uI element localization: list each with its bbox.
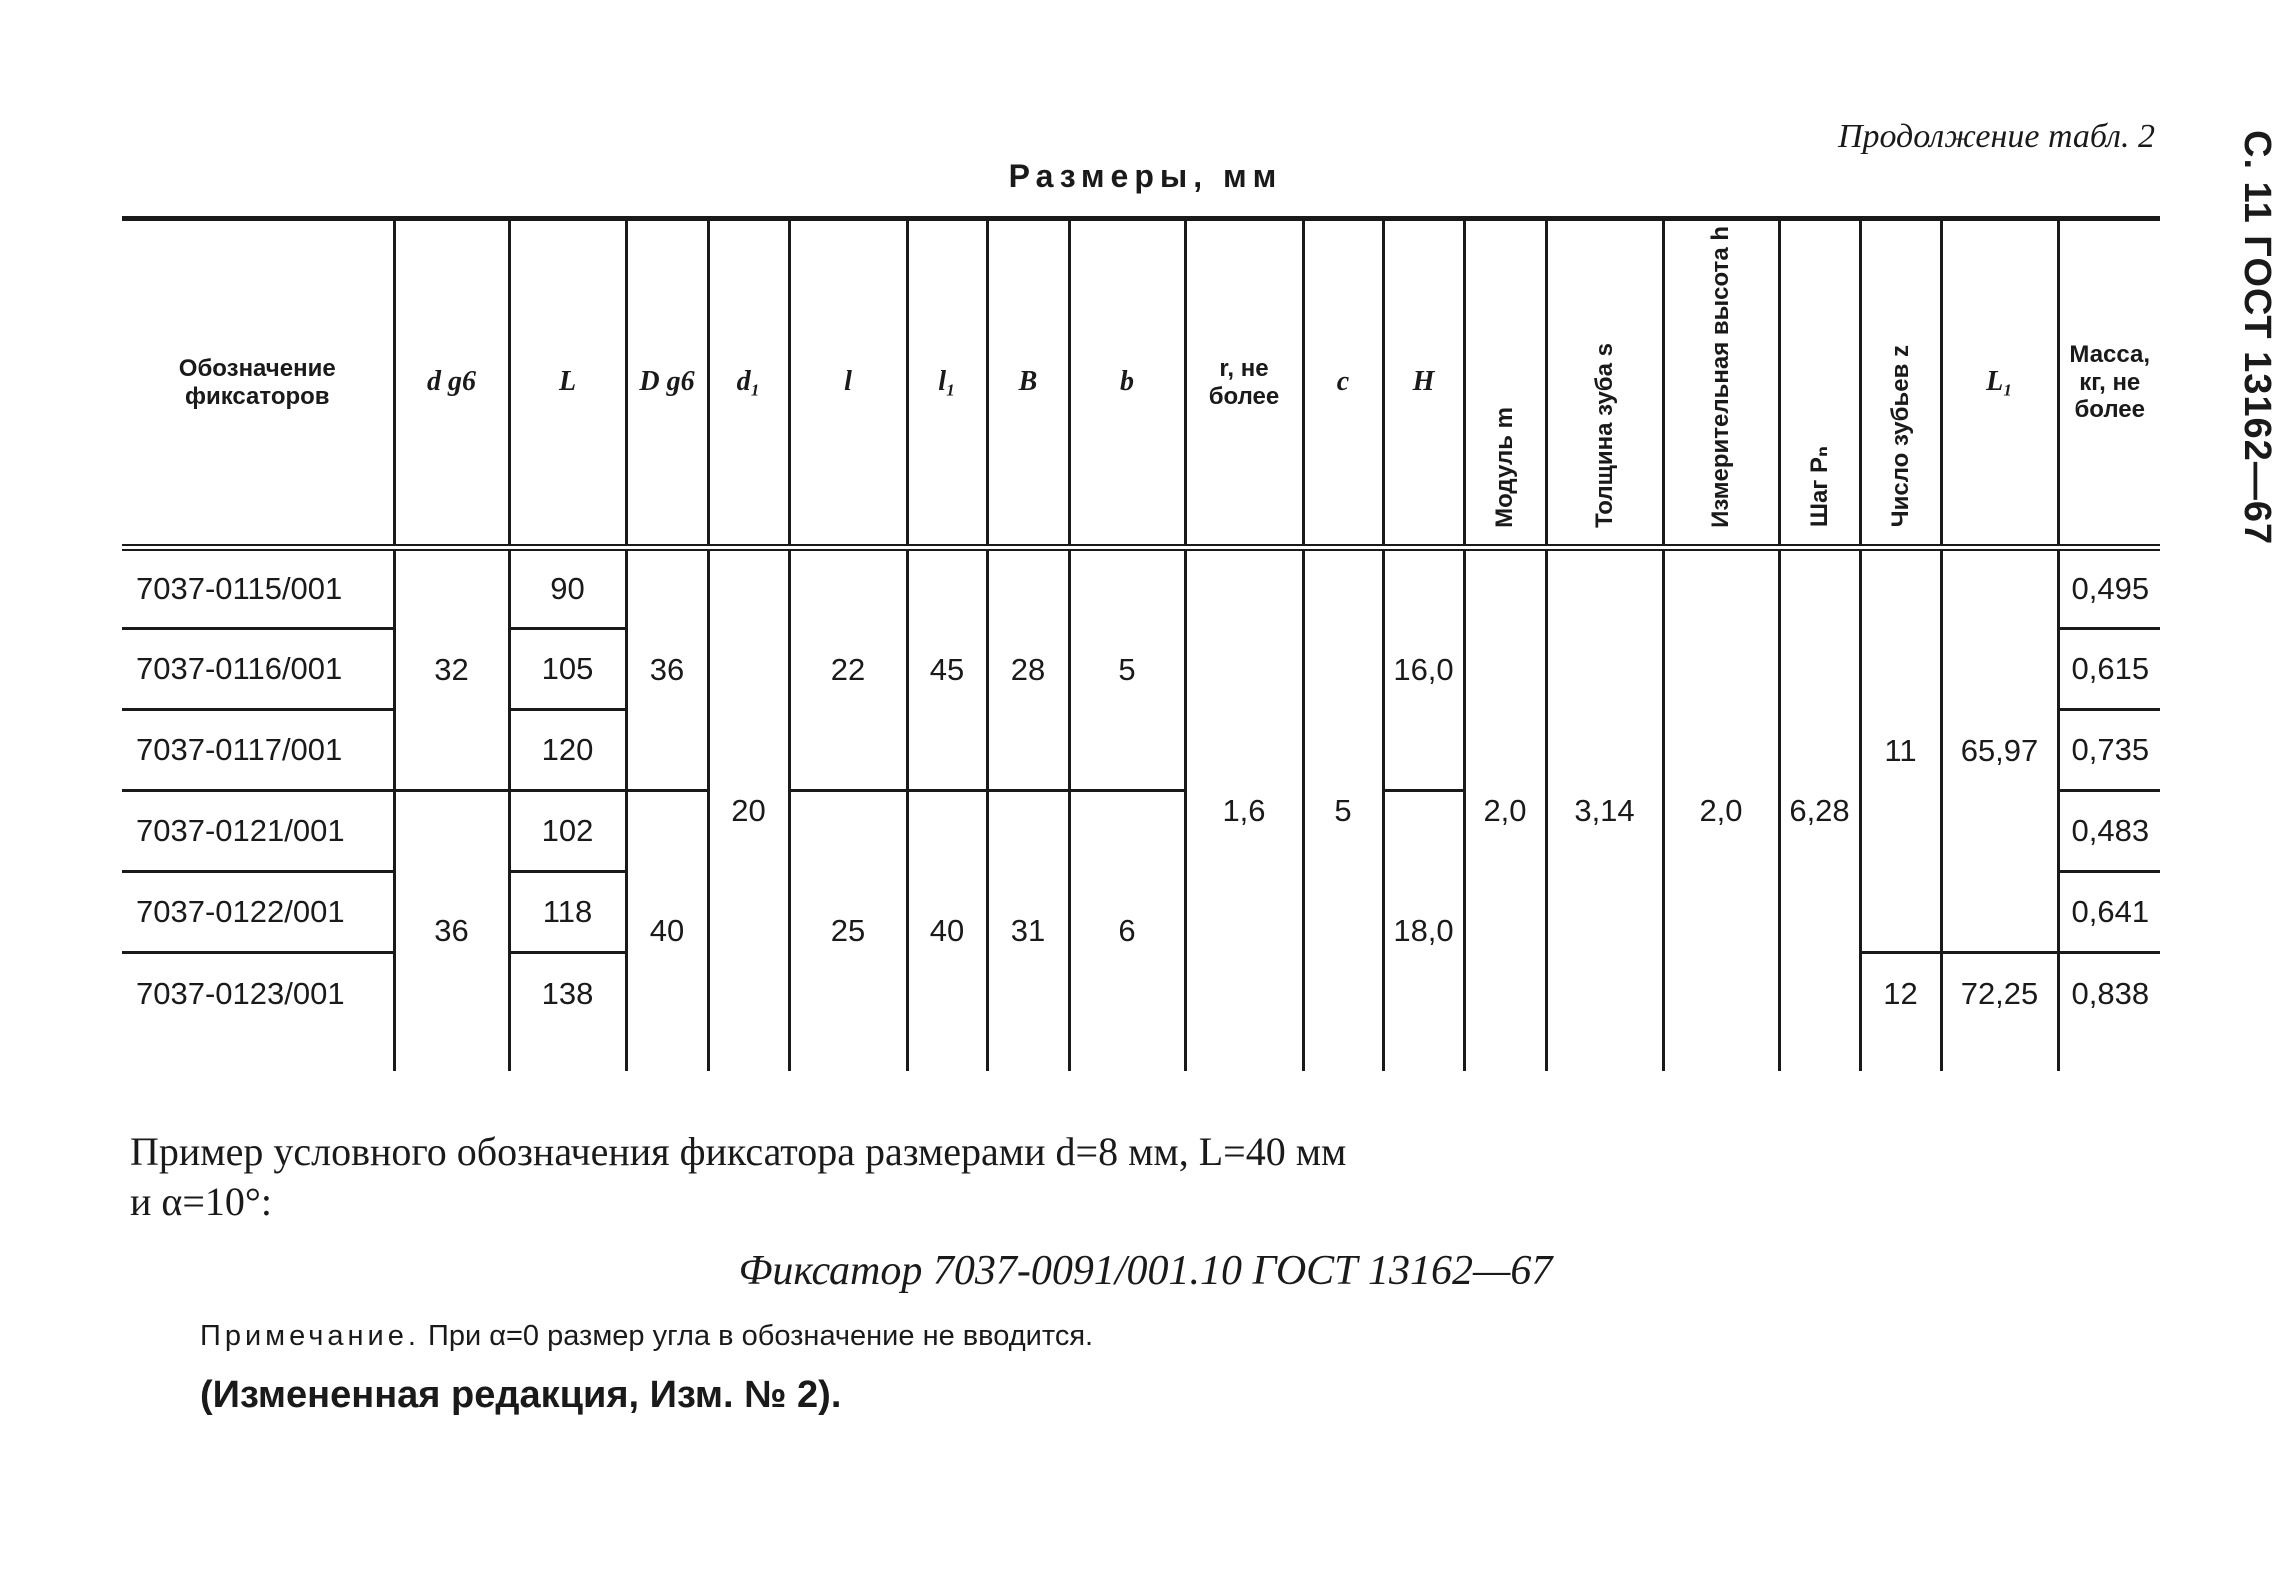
table-continuation-label: Продолжение табл. 2 (1837, 118, 2155, 155)
cell-designation: 7037-0116/001 (122, 629, 394, 710)
header-l: l (789, 219, 907, 548)
table-row (122, 548, 2160, 629)
cell-mass: 0,495 (2058, 548, 2160, 629)
cell-l: 25 (789, 791, 907, 1071)
header-D: D g6 (626, 219, 708, 548)
cell-H: 16,0 (1383, 548, 1464, 791)
cell-L: 118 (509, 872, 626, 953)
page-side-header: С. 11 ГОСТ 13162—67 (2236, 130, 2278, 546)
cell-H: 18,0 (1383, 791, 1464, 1071)
table-units-title: Размеры, мм (1008, 158, 1283, 194)
cell-L: 105 (509, 629, 626, 710)
cell-L: 90 (509, 548, 626, 629)
cell-teeth-count: 11 (1860, 548, 1941, 953)
note-text: При α=0 размер угла в обозначение не вводится. (427, 1320, 1094, 1352)
cell-l1: 45 (907, 548, 987, 791)
header-d1: d₁ (708, 219, 789, 548)
fixators-dimensions-table (122, 216, 2160, 1071)
example-designation-continuation: и α=10°: (130, 1179, 273, 1224)
cell-l1: 40 (907, 791, 987, 1071)
revision-note: (Измененная редакция, Изм. № 2). (200, 1374, 842, 1416)
cell-B: 28 (987, 548, 1069, 791)
cell-D: 40 (626, 791, 708, 1071)
cell-designation: 7037-0122/001 (122, 872, 394, 953)
cell-L: 138 (509, 953, 626, 1071)
cell-mass: 0,735 (2058, 710, 2160, 791)
cell-L: 120 (509, 710, 626, 791)
cell-designation: 7037-0115/001 (122, 548, 394, 629)
cell-L1: 72,25 (1941, 953, 2058, 1071)
header-B: B (987, 219, 1069, 548)
header-l1: l₁ (907, 219, 987, 548)
header-L: L (509, 219, 626, 548)
header-designation: Обозначение фиксаторов (122, 219, 394, 548)
cell-mass: 0,615 (2058, 629, 2160, 710)
cell-pitch: 6,28 (1779, 548, 1860, 1071)
cell-mass: 0,483 (2058, 791, 2160, 872)
header-pitch: Шаг Pₙ (1779, 219, 1860, 548)
header-c: c (1303, 219, 1383, 548)
header-b: b (1069, 219, 1185, 548)
cell-d: 32 (394, 548, 509, 791)
cell-mass: 0,641 (2058, 872, 2160, 953)
header-tooth-thickness: Толщина зуба s (1546, 219, 1663, 548)
header-mass: Масса, кг, не более (2058, 219, 2160, 548)
cell-designation: 7037-0117/001 (122, 710, 394, 791)
header-d: d g6 (394, 219, 509, 548)
cell-l: 22 (789, 548, 907, 791)
cell-L1: 65,97 (1941, 548, 2058, 953)
cell-b: 5 (1069, 548, 1185, 791)
header-teeth-count: Число зубьев z (1860, 219, 1941, 548)
note-paragraph (200, 1320, 1093, 1353)
cell-r: 1,6 (1185, 548, 1303, 1071)
example-designation-code: Фиксатор 7037-0091/001.10 ГОСТ 13162—67 (738, 1248, 1553, 1294)
cell-c: 5 (1303, 548, 1383, 1071)
header-measuring-height: Измерительная высота h (1663, 219, 1779, 548)
cell-D: 36 (626, 548, 708, 791)
cell-tooth-thickness: 3,14 (1546, 548, 1663, 1071)
cell-d: 36 (394, 791, 509, 1071)
table-header-row (122, 219, 2160, 548)
cell-b: 6 (1069, 791, 1185, 1071)
header-L1: L₁ (1941, 219, 2058, 548)
header-r: r, не более (1185, 219, 1303, 548)
header-H: H (1383, 219, 1464, 548)
cell-d1: 20 (708, 548, 789, 1071)
cell-mass: 0,838 (2058, 953, 2160, 1071)
cell-teeth-count: 12 (1860, 953, 1941, 1071)
example-designation-text: Пример условного обозначения фиксатора размерами d=8 мм, L=40 мм (130, 1129, 1347, 1174)
cell-module: 2,0 (1464, 548, 1546, 1071)
header-module: Модуль m (1464, 219, 1546, 548)
cell-B: 31 (987, 791, 1069, 1071)
cell-measuring-height: 2,0 (1663, 548, 1779, 1071)
cell-designation: 7037-0123/001 (136, 976, 345, 1011)
cell-L: 102 (509, 791, 626, 872)
cell-designation: 7037-0121/001 (122, 791, 394, 872)
note-label: Примечание. (200, 1320, 420, 1352)
